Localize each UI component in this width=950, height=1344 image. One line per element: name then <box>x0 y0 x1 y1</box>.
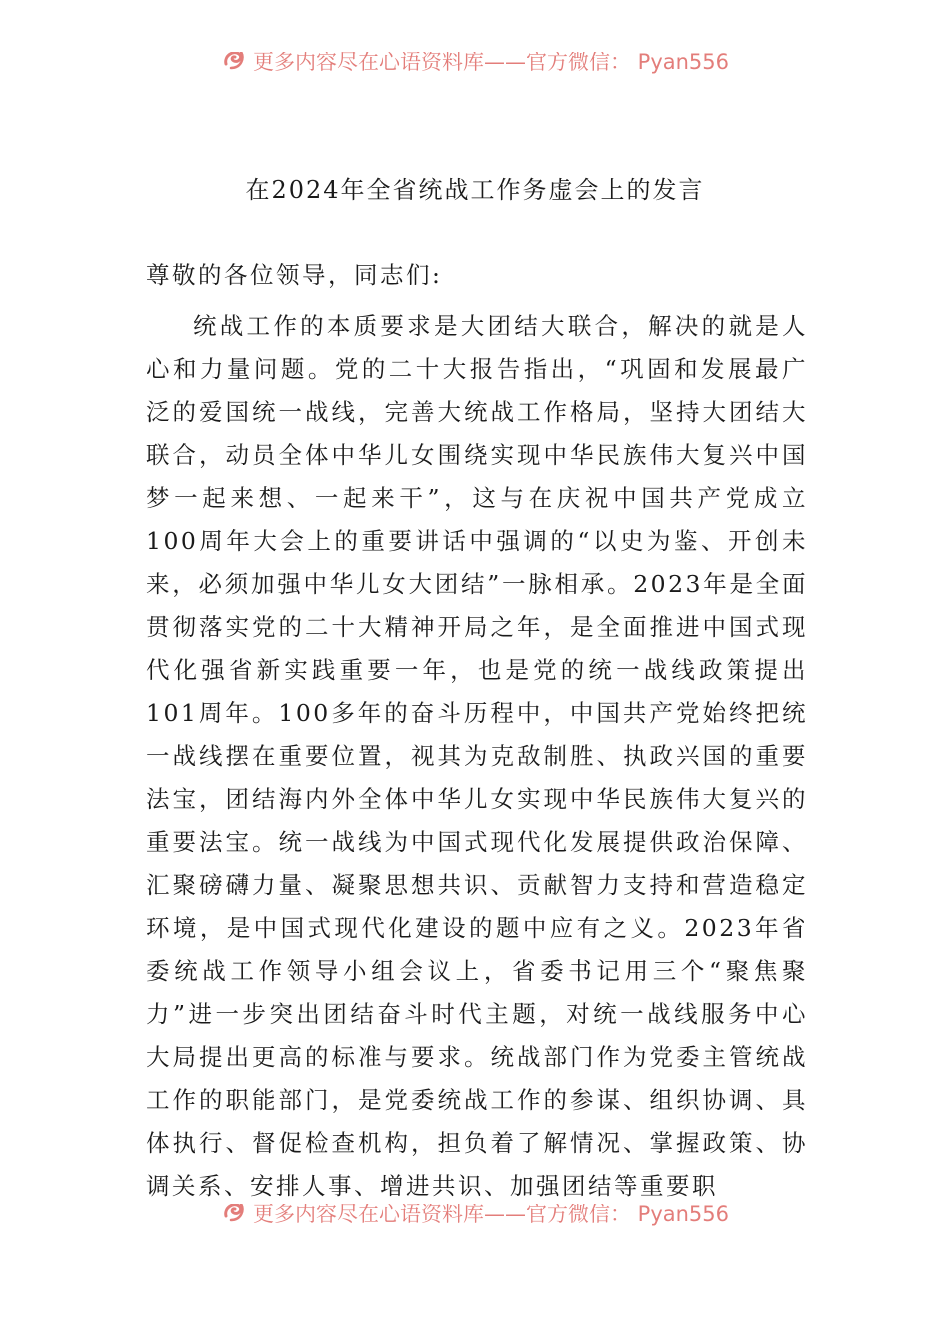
header-watermark <box>0 52 950 88</box>
salutation: 尊敬的各位领导，同志们: <box>146 261 443 289</box>
document-body <box>146 254 808 1208</box>
watermark-text: 更多内容尽在心语资料库——官方微信： Pyan556 <box>252 1204 730 1226</box>
swirl-logo-icon <box>221 1204 247 1229</box>
swirl-logo-icon <box>221 52 247 77</box>
watermark-text: 更多内容尽在心语资料库——官方微信： Pyan556 <box>252 52 730 74</box>
page-title: 在2024年全省统战工作务虚会上的发言 <box>245 176 705 204</box>
paragraph: 统战工作的本质要求是大团结大联合，解决的就是人心和力量问题。党的二十大报告指出，“巩固和发展最广泛的爱国统一战线，完善大统战工作格局，坚持大团结大联合，动员全体中华儿女围绕实现中华民族伟大复兴中国梦一起来想、一起来干”，这与在庆祝中国共产党成立100周年大会上的重要讲话中强调的“以史为鉴、开创未来，必须加强中华儿女大团结”一脉相承。2023年是全面贯彻落实党的二十大精神开局之年，是全面推进中国式现代化强省新实践重要一年，也是党的统一战线政策提出101周年。100多年的奋斗历程中，中国共产党始终把统一战线摆在重要位置，视其为克敌制胜、执政兴国的重要法宝，团结海内外全体中华儿女实现中华民族伟大复兴的重要法宝。统一战线为中国式现代化发展提供政治保障、汇聚磅礴力量、凝聚思想共识、贡献智力支持和营造稳定环境，是中国式现代化建设的题中应有之义。2023年省委统战工作领导小组会议上，省委书记用三个“聚焦聚力”进一步突出团结奋斗时代主题，对统一战线服务中心大局提出更高的标准与要求。统战部门作为党委主管统战工作的职能部门，是党委统战工作的参谋、组织协调、具体执行、督促检查机构，担负着了解情况、掌握政策、协调关系、安排人事、增进共识、加强团结等重要职 <box>146 312 808 1200</box>
footer-watermark <box>0 1204 950 1240</box>
